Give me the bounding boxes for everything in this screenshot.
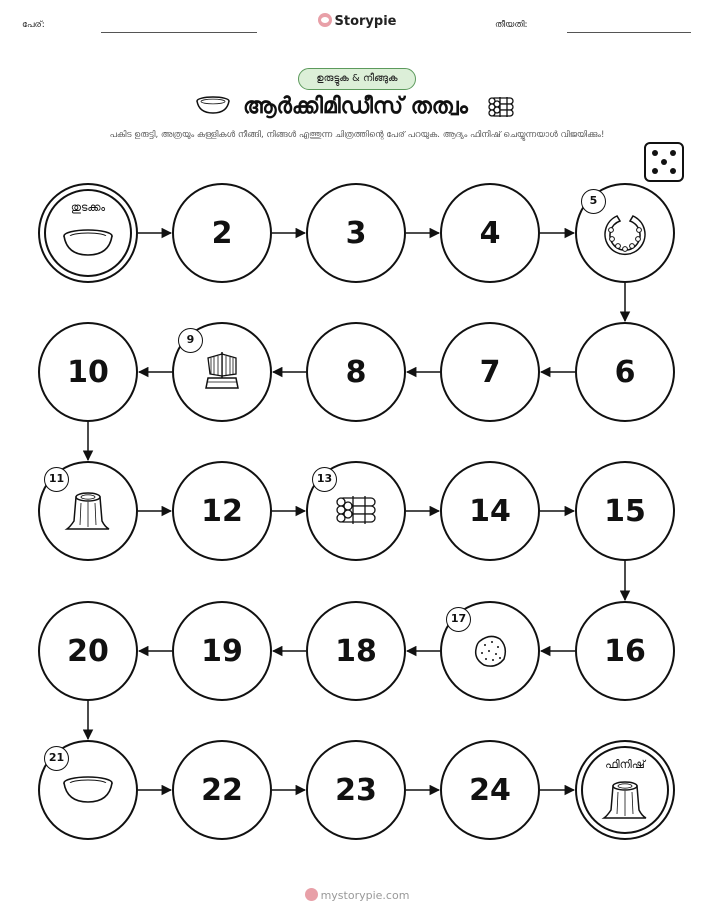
cell-number: 16 bbox=[604, 633, 646, 669]
cell-number: 6 bbox=[614, 354, 636, 390]
logs-icon bbox=[331, 490, 381, 532]
crown-icon bbox=[600, 208, 650, 258]
start-cell bbox=[38, 183, 138, 283]
board-cell bbox=[172, 740, 272, 840]
bowl-icon bbox=[61, 774, 115, 806]
cell-number: 12 bbox=[201, 493, 243, 529]
footer bbox=[0, 888, 714, 902]
board-cell bbox=[575, 601, 675, 701]
cell-number-badge: 11 bbox=[44, 467, 69, 492]
cell-number: 23 bbox=[335, 772, 377, 808]
stump-icon bbox=[601, 778, 649, 822]
board-cell bbox=[306, 461, 406, 561]
board-cell bbox=[38, 601, 138, 701]
board-cell bbox=[172, 461, 272, 561]
board-cell bbox=[172, 601, 272, 701]
board-cell bbox=[306, 740, 406, 840]
board-cell bbox=[575, 322, 675, 422]
cell-number: 3 bbox=[345, 215, 367, 251]
finish-label: ഫിനിഷ് bbox=[605, 758, 645, 771]
cell-number: 19 bbox=[201, 633, 243, 669]
board-cell bbox=[440, 740, 540, 840]
cell-number: 18 bbox=[335, 633, 377, 669]
game-type-badge: ഉരുട്ടുക & നീങ്ങുക bbox=[298, 68, 416, 90]
cell-number: 20 bbox=[67, 633, 109, 669]
cell-number-badge: 5 bbox=[581, 189, 606, 214]
board-cell bbox=[575, 183, 675, 283]
board-cell bbox=[306, 322, 406, 422]
name-label: പേര്: bbox=[22, 20, 45, 30]
board-cell bbox=[575, 461, 675, 561]
brand-name: Storypie bbox=[334, 14, 397, 29]
board-cell bbox=[440, 322, 540, 422]
footer-url: mystorypie.com bbox=[320, 889, 410, 902]
cell-number: 10 bbox=[67, 354, 109, 390]
cell-number: 2 bbox=[211, 215, 233, 251]
stump-icon bbox=[64, 489, 112, 533]
board-cell bbox=[440, 601, 540, 701]
cell-number-badge: 21 bbox=[44, 746, 69, 771]
instructions: പകിട ഉരുട്ടി, അത്രയും കള്ളികൾ നീങ്ങി, നിങ്ങൾ എത്തുന്ന ചിത്രത്തിന്റെ പേര് പറയുക. ആദ്യം ഫിനിഷ് ചെയ്യുന്നയാൾ വിജയിക്കും! bbox=[109, 130, 605, 140]
start-label: തുടക്കം bbox=[70, 201, 106, 214]
board-cell bbox=[38, 740, 138, 840]
page-title: ആർക്കിമിഡീസ് തത്വം bbox=[243, 94, 468, 119]
board-cell bbox=[440, 461, 540, 561]
board-cell bbox=[172, 183, 272, 283]
finish-cell bbox=[575, 740, 675, 840]
cell-number: 7 bbox=[479, 354, 501, 390]
storypie-logo-icon bbox=[305, 888, 318, 901]
board-cell bbox=[38, 322, 138, 422]
cell-number: 24 bbox=[469, 772, 511, 808]
cell-number: 14 bbox=[469, 493, 511, 529]
cell-number: 4 bbox=[479, 215, 501, 251]
board-cell bbox=[306, 183, 406, 283]
board-cell bbox=[306, 601, 406, 701]
bowl-icon bbox=[61, 227, 115, 259]
cell-number: 15 bbox=[604, 493, 646, 529]
cell-number-badge: 17 bbox=[446, 607, 471, 632]
board-cell bbox=[38, 461, 138, 561]
ship-icon bbox=[198, 348, 246, 396]
pumice-stone-icon bbox=[470, 631, 510, 671]
cell-number-badge: 9 bbox=[178, 328, 203, 353]
date-label: തീയതി: bbox=[495, 20, 528, 30]
cell-number-badge: 13 bbox=[312, 467, 337, 492]
board-cell bbox=[440, 183, 540, 283]
cell-number: 8 bbox=[345, 354, 367, 390]
cell-number: 22 bbox=[201, 772, 243, 808]
board-cell bbox=[172, 322, 272, 422]
